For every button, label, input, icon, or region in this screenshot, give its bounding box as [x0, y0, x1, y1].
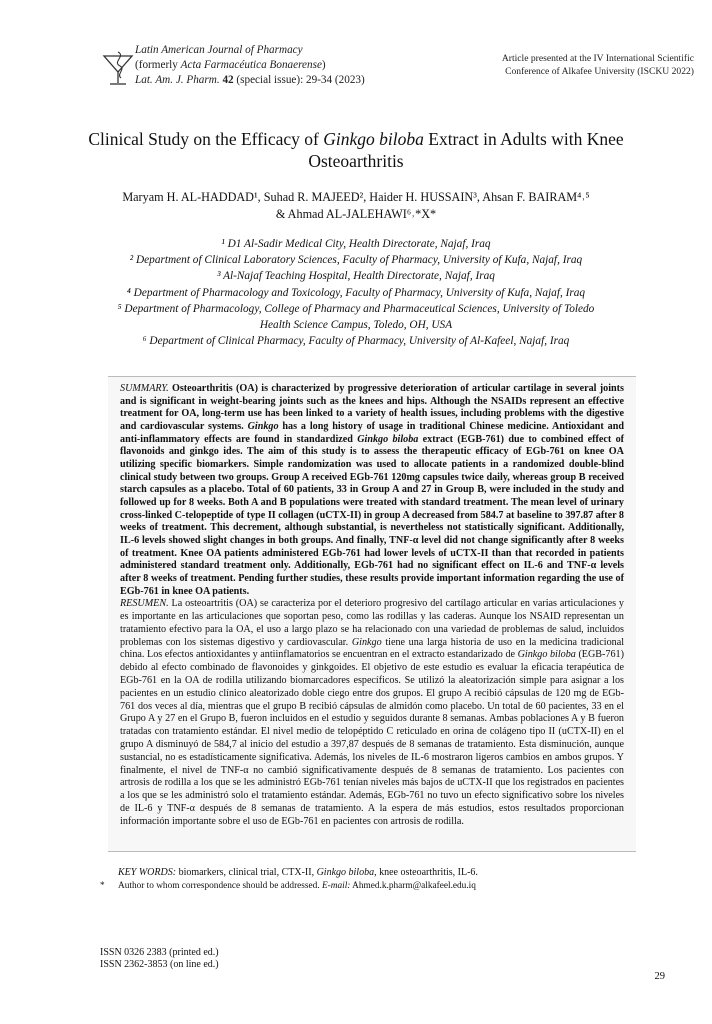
affiliation: ⁶ Department of Clinical Pharmacy, Faculty of Pharmacy, University of Al-Kafeel, Najaf, Iraq: [142, 335, 570, 348]
conference-notice: Article presented at the IV International Scientific Conference of Alkafee University (ISCKU 2022): [501, 53, 694, 77]
issn-printed: ISSN 0326 2383 (printed ed.): [100, 947, 219, 958]
former-name-line: (formerly Acta Farmacéutica Bonaerense): [135, 59, 326, 71]
resumen-paragraph: RESUMEN. La osteoartritis (OA) se caracteriza por el deterioro progresivo del cartílago articular en varias articulaciones y es importante en las articulaciones que soportan peso, como las rodillas y las caderas. Aunque los NSAID representan un tratamiento efectivo para la OA, el uso a largo plazo se ha relacionado con una variedad de problemas de salud, incluidos problemas con los sistemas digestivo y cardiovascular. Ginkgo tiene una larga historia de uso en la medicina tradicional china. Los efectos antioxidantes y antiinflamatorios se encuentran en el extracto estandarizado de Ginkgo biloba (EGB-761) debido al efecto combinado de flavonoides y ginkgoides. El objetivo de este estudio es evaluar la eficacia terapéutica de EGb-761 en la OA de rodilla utilizando biomarcadores específicos. Se utilizó la aleatorización simple para asignar a los pacientes en un estudio clínico aleatorizado doble ciego entre dos grupos. El grupo A recibió cápsulas de 120 mg de EGb-761 dos veces al día, mientras que el grupo B recibió cápsulas de almidón como placebo. Un total de 60 pacientes, 33 en el Grupo A y 27 en el Grupo B, fueron incluidos en el estudio y seguidos durante 8 semanas. Ambas poblaciones A y B fueron tratadas con tratamiento estándar. El nivel medio de telopéptido C reticulado en orina de colágeno tipo II (uCTX-II) en el grupo A disminuyó de 584,7 al inicio del estudio a 397,87 después de 8 semanas de tratamiento. Esta disminución, aunque sustancial, no es estadísticamente significativa. Además, los niveles de IL-6 mostraron ligeros cambios en ambos grupos. Y finalmente, el nivel de TNF-α no cambió significativamente después de 8 semanas de tratamiento. Los pacientes con artrosis de rodilla a los que se les administró EGb-761 tenían niveles más bajos de uCTX-II que los registrados en pacientes a los que se les administró solo el tratamiento estándar. Además, EGb-761 no tuvo un efecto significativo sobre los niveles de IL-6 y TNF-α después de 8 semanas de tratamiento. A la espera de más estudios, estos resultados proporcionan información importante sobre el uso de EGb-761 en pacientes con artrosis de rodilla.: [120, 598, 625, 827]
issn-online: ISSN 2362-3853 (on line ed.): [100, 959, 219, 970]
citation-line: Lat. Am. J. Pharm. 42 (special issue): 29-34 (2023): [135, 74, 365, 86]
journal-header: [135, 43, 365, 88]
journal-logo-icon: [100, 50, 136, 88]
affiliation: Health Science Campus, Toledo, OH, USA: [259, 319, 453, 332]
page-number: 29: [654, 971, 665, 982]
affiliation: ⁴ Department of Pharmacology and Toxicology, Faculty of Pharmacy, University of Kufa, Najaf, Iraq: [126, 286, 586, 299]
affiliation: ⁵ Department of Pharmacology, College of Pharmacy and Pharmaceutical Sciences, University of Toledo: [117, 302, 595, 315]
affiliations: [40, 236, 672, 349]
journal-name: Latin American Journal of Pharmacy: [135, 44, 303, 56]
authors-line: & Ahmad AL-JALEHAWI⁶˒*X*: [275, 206, 437, 221]
email-address[interactable]: Ahmed.k.pharm@alkafeel.edu.iq: [350, 881, 476, 891]
affiliation: ³ Al-Najaf Teaching Hospital, Health Directorate, Najaf, Iraq: [217, 270, 495, 283]
issn-block: [100, 947, 219, 971]
abstract-box: [108, 376, 636, 852]
author-list: [40, 189, 672, 222]
article-title: Clinical Study on the Efficacy of Ginkgo biloba Extract in Adults with Knee Osteoarthritis: [88, 129, 624, 171]
correspondence-footnote: * Author to whom correspondence should be addressed. E-mail: Ahmed.k.pharm@alkafeel.edu.iq: [100, 881, 476, 891]
affiliation: ¹ D1 Al-Sadir Medical City, Health Directorate, Najaf, Iraq: [221, 238, 491, 250]
summary-paragraph: SUMMARY. Osteoarthritis (OA) is characterized by progressive deterioration of articular cartilage in several joints and is significant in weight-bearing joints such as the knees and hips. Although the NSAIDs represent an effective treatment for OA, long-term use has been linked to a variety of health issues, including problems with the digestive and cardiovascular systems. Ginkgo has a long history of usage in traditional Chinese medicine. Antioxidant and anti-inflammatory effects are found in standardized Ginkgo biloba extract (EGB-761) due to combined effect of flavonoids and ginkgo ides. The aim of this study is to assess the therapeutic efficacy of EGb-761 on knee OA utilizing specific biomarkers. Simple randomization was used to allocate patients in a randomized double-blind clinical study between two groups. Group A received EGb-761 120mg capsules twice daily, whereas group B received starch capsules as a placebo. Total of 60 patients, 33 in Group A and 27 in Group B, were included in the study and followed up for 8 weeks. Both A and B populations were treated with standard treatment. The mean level of urinary cross-linked C-telopeptide of type II collagen (uCTX-II) in group A decreased from 584.7 at baseline to 397.87 after 8 weeks of treatment. This decrement, although substantial, is nevertheless not statistically significant. Additionally, IL-6 levels showed slight changes in both groups. And finally, TNF-α level did not change significantly after 8 weeks of treatment. Knee OA patients administered EGb-761 had lower levels of uCTX-II than that recorded in patients administered standard treatment only. Additionally, EGb-761 had no significant effect on IL-6 and TNF-α levels after 8 weeks of treatment. Pending further studies, these results provide important information regarding the use of EGb-761 in knee OA patients.: [120, 383, 625, 597]
authors-line: Maryam H. AL-HADDAD¹, Suhad R. MAJEED², Haider H. HUSSAIN³, Ahsan F. BAIRAM⁴˒⁵: [122, 190, 590, 204]
keywords: KEY WORDS: biomarkers, clinical trial, CTX-II, Ginkgo biloba, knee osteoarthritis, IL-6.: [118, 867, 478, 878]
affiliation: ² Department of Clinical Laboratory Sciences, Faculty of Pharmacy, University of Kufa, Najaf, Iraq: [129, 254, 583, 267]
